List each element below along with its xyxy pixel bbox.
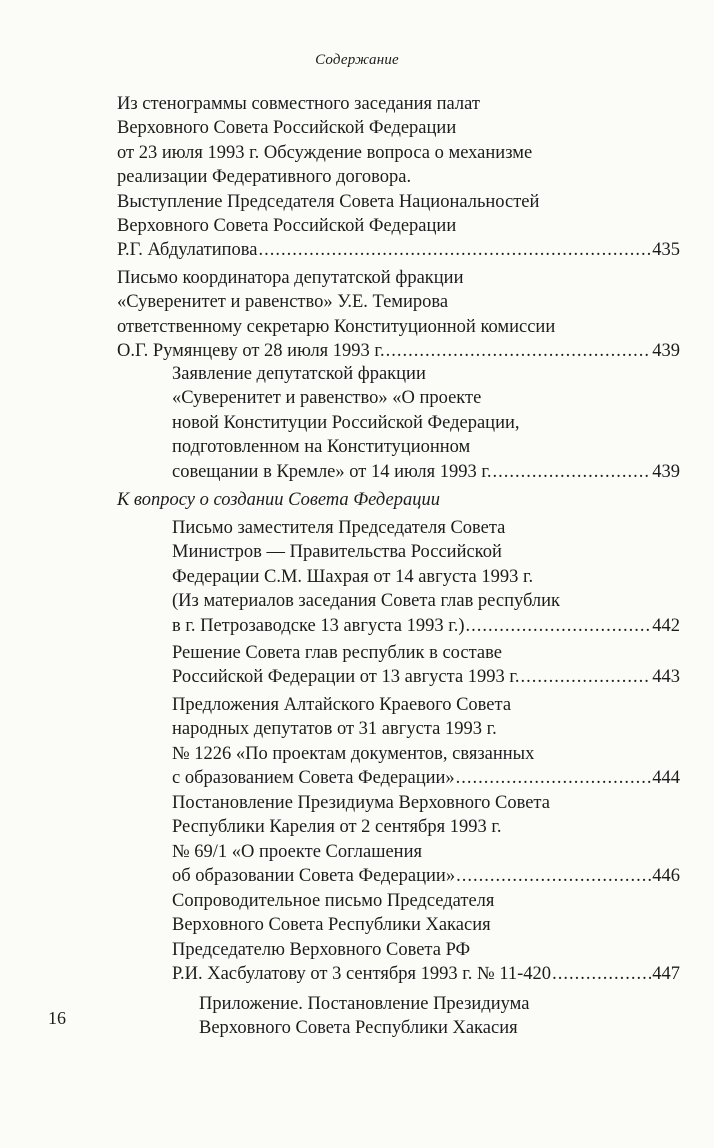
page-number: 446 xyxy=(652,866,680,887)
entry-line: Выступление Председателя Совета Национальностей xyxy=(117,191,540,212)
page-header: Содержание xyxy=(315,52,399,68)
toc-entry[interactable] xyxy=(172,889,680,987)
dot-leader xyxy=(258,238,651,262)
entry-line: подготовленном на Конституционном xyxy=(172,437,471,458)
toc-entry[interactable] xyxy=(117,92,680,263)
entry-line: «Суверенитет и равенство» У.Е. Темирова xyxy=(117,292,449,313)
dot-leader xyxy=(552,962,651,986)
entry-line: ответственному секретарю Конституционной комиссии xyxy=(117,316,556,337)
entry-line: с образованием Совета Федерации» xyxy=(172,768,455,789)
entry-line: (Из материалов заседания Совета глав республик xyxy=(172,591,561,612)
entry-line: от 23 июля 1993 г. Обсуждение вопроса о механизме xyxy=(117,142,533,163)
entry-line: Верховного Совета Республики Хакасия xyxy=(172,915,491,936)
entry-line: Письмо заместителя Председателя Совета xyxy=(172,518,506,538)
dot-leader xyxy=(521,665,652,689)
entry-line: О.Г. Румянцеву от 28 июля 1993 г. xyxy=(117,341,385,362)
entry-line: Российской Федерации от 13 августа 1993 г. xyxy=(172,667,520,688)
toc-entry[interactable] xyxy=(199,992,680,1041)
page-number: 447 xyxy=(652,964,680,985)
entry-line: № 1226 «По проектам документов, связанных xyxy=(172,743,535,764)
toc-entry[interactable] xyxy=(172,791,680,889)
entry-line: реализации Федеративного договора. xyxy=(117,167,412,188)
entry-line: Постановление Президиума Верховного Совета xyxy=(172,793,550,813)
entry-line: Приложение. Постановление Президиума xyxy=(199,994,530,1014)
entry-line: Р.Г. Абдулатипова xyxy=(117,240,258,261)
entry-line: новой Конституции Российской Федерации, xyxy=(172,412,520,433)
dot-leader xyxy=(466,614,652,638)
entry-line: Р.И. Хасбулатову от 3 сентября 1993 г. № 11-420 xyxy=(172,964,552,985)
page-number: 439 xyxy=(652,341,680,362)
entry-line: народных депутатов от 31 августа 1993 г. xyxy=(172,719,497,740)
entry-line: Верховного Совета Российской Федерации xyxy=(117,118,457,139)
entry-line: совещании в Кремле» от 14 июля 1993 г. xyxy=(172,461,492,482)
entry-line: Федерации С.М. Шахрая от 14 августа 1993 г. xyxy=(172,566,534,587)
entry-line: Министров — Правительства Российской xyxy=(172,542,502,563)
page-number: 443 xyxy=(652,667,680,688)
toc-entry[interactable] xyxy=(172,516,680,638)
page-number: 442 xyxy=(652,615,680,636)
toc-entry[interactable] xyxy=(172,641,680,690)
dot-leader xyxy=(493,460,652,484)
page-number: 435 xyxy=(652,240,680,261)
entry-line: Решение Совета глав республик в составе xyxy=(172,643,502,663)
entry-line: Предложения Алтайского Краевого Совета xyxy=(172,695,512,715)
entry-line: Из стенограммы совместного заседания палат xyxy=(117,94,480,114)
entry-line: Республики Карелия от 2 сентября 1993 г. xyxy=(172,817,502,838)
entry-line: «Суверенитет и равенство» «О проекте xyxy=(172,388,482,409)
toc-entry[interactable] xyxy=(172,362,680,484)
entry-line: Письмо координатора депутатской фракции xyxy=(117,268,464,288)
dot-leader xyxy=(386,339,652,363)
page-folio: 16 xyxy=(48,1008,66,1028)
toc-entry[interactable] xyxy=(172,693,680,791)
page-number: 439 xyxy=(652,461,680,482)
toc-entry[interactable] xyxy=(117,266,680,364)
section-heading: К вопросу о создании Совета Федерации xyxy=(117,490,440,510)
entry-line: в г. Петрозаводске 13 августа 1993 г.) xyxy=(172,615,465,636)
entry-line: Сопроводительное письмо Председателя xyxy=(172,891,495,911)
entry-line: об образовании Совета Федерации» xyxy=(172,866,456,887)
page-number: 444 xyxy=(652,768,680,789)
dot-leader xyxy=(456,766,652,790)
entry-line: Председателю Верховного Совета РФ xyxy=(172,939,471,960)
entry-line: Верховного Совета Республики Хакасия xyxy=(199,1018,518,1039)
entry-line: № 69/1 «О проекте Соглашения xyxy=(172,841,422,862)
entry-line: Верховного Совета Российской Федерации xyxy=(117,216,457,237)
entry-line: Заявление депутатской фракции xyxy=(172,364,426,384)
dot-leader xyxy=(456,864,651,888)
